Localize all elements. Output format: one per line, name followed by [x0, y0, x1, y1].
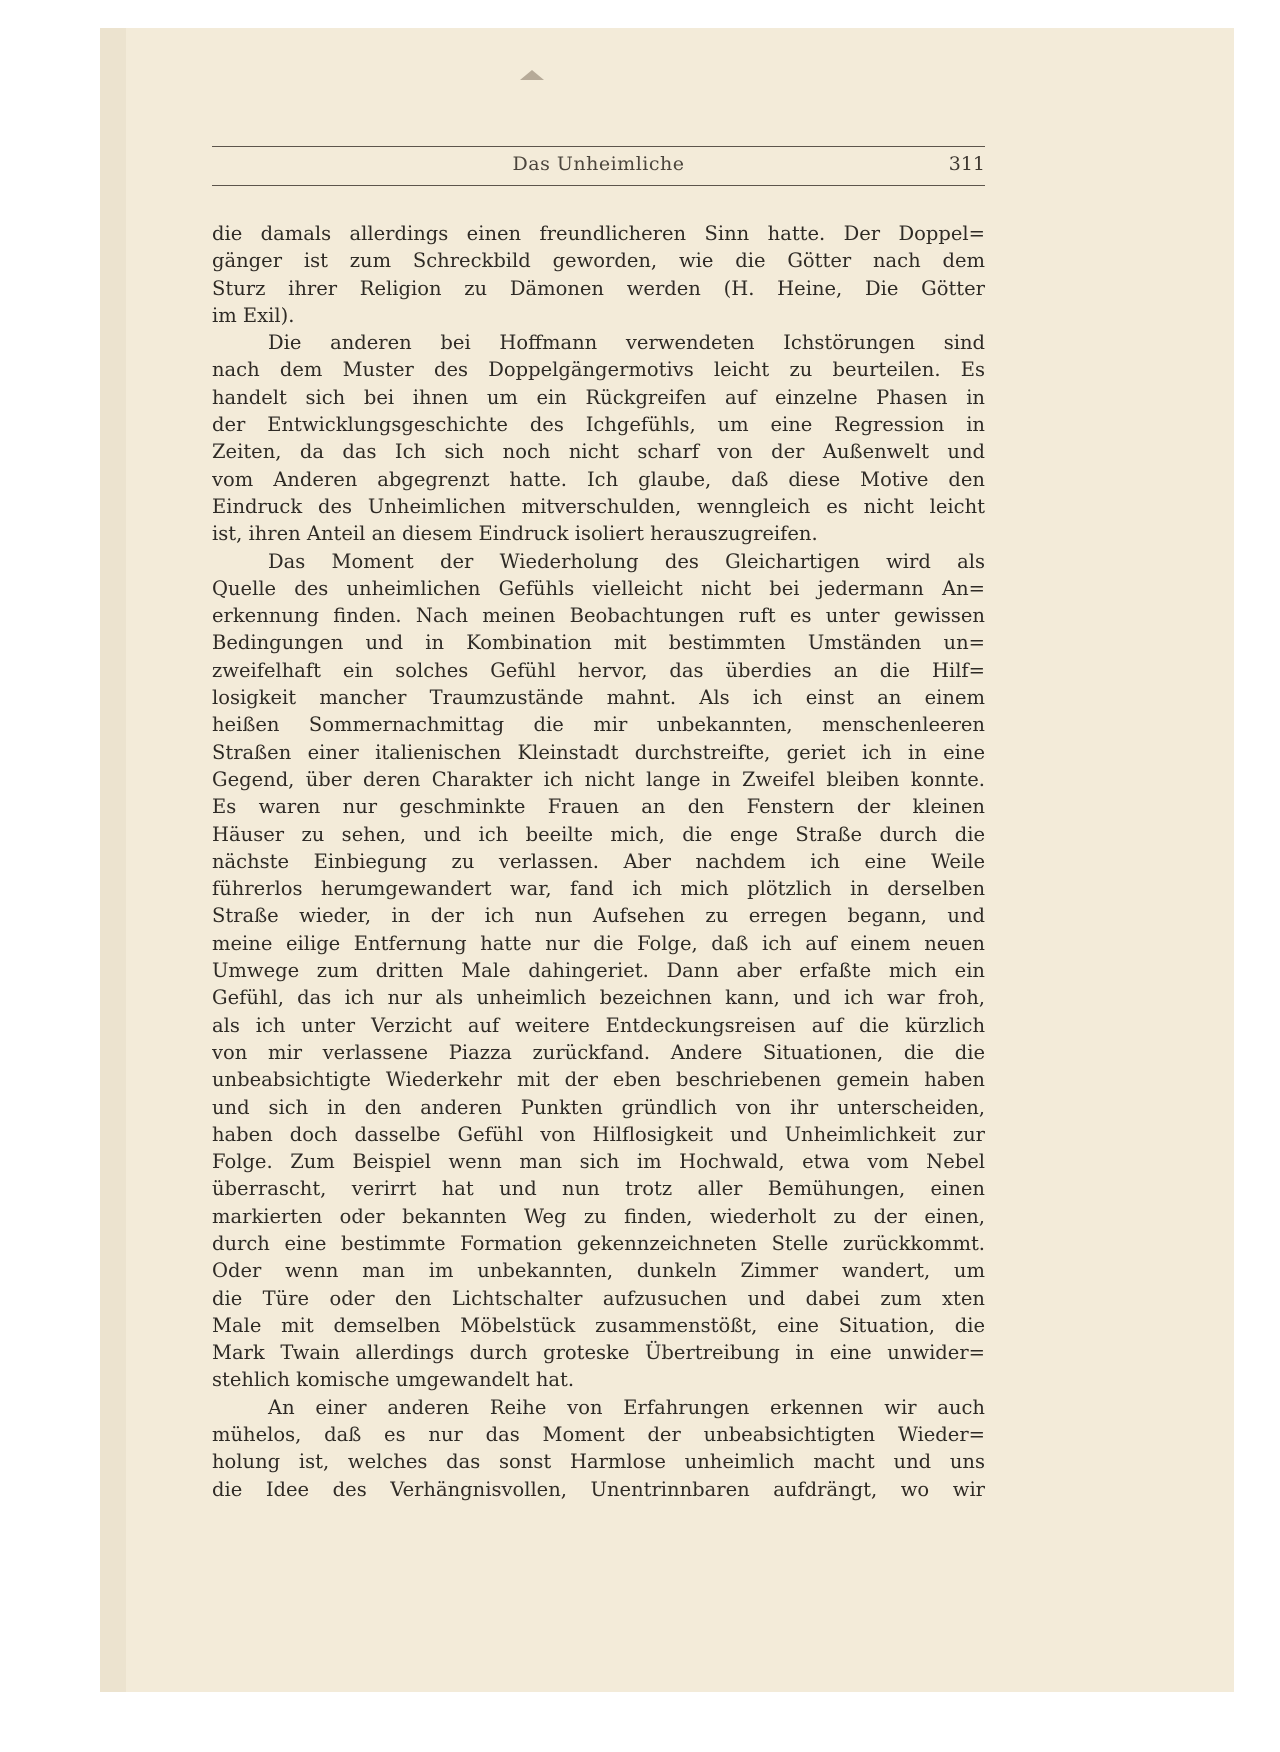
text-line: handelt sich bei ihnen um ein Rückgreifen auf einzelne Phasen in: [212, 385, 985, 409]
text-line: Quelle des unheimlichen Gefühls vielleicht nicht bei jedermann An=: [212, 576, 985, 600]
text-line: die damals allerdings einen freundlicheren Sinn hatte. Der Doppel=: [212, 222, 985, 245]
body-text: [212, 220, 985, 1503]
text-line: Folge. Zum Beispiel wenn man sich im Hochwald, etwa vom Nebel: [212, 1150, 985, 1174]
text-line: heißen Sommernachmittag die mir unbekannten, menschenleeren: [212, 713, 985, 737]
text-line: Gefühl, das ich nur als unheimlich bezeichnen kann, und ich war froh,: [212, 986, 985, 1010]
text-line: Mark Twain allerdings durch groteske Übertreibung in eine unwider=: [212, 1341, 985, 1365]
text-line: führerlos herumgewandert war, fand ich mich plötzlich in derselben: [212, 877, 985, 901]
text-line: Eindruck des Unheimlichen mitverschulden, wenngleich es nicht leicht: [212, 494, 985, 518]
text-line: zweifelhaft ein solches Gefühl hervor, das überdies an die Hilf=: [212, 658, 985, 682]
text-line: Bedingungen und in Kombination mit bestimmten Umständen un=: [212, 631, 985, 655]
text-line: überrascht, verirrt hat und nun trotz aller Bemühungen, einen: [212, 1177, 985, 1201]
header-rule-top: [212, 146, 985, 147]
text-line: als ich unter Verzicht auf weitere Entdeckungsreisen auf die kürzlich: [212, 1013, 985, 1037]
ornament-mark: [520, 70, 544, 80]
text-line: die Türe oder den Lichtschalter aufzusuchen und dabei zum xten: [212, 1286, 985, 1310]
text-line: nach dem Muster des Doppelgängermotivs leicht zu beurteilen. Es: [212, 358, 985, 382]
text-line: holung ist, welches das sonst Harmlose unheimlich macht und uns: [212, 1450, 985, 1474]
page-number: 311: [948, 153, 985, 175]
text-line: Zeiten, da das Ich sich noch nicht scharf von der Außenwelt und: [212, 440, 985, 464]
text-line: losigkeit mancher Traumzustände mahnt. Als ich einst an einem: [212, 686, 985, 710]
text-line: gänger ist zum Schreckbild geworden, wie die Götter nach dem: [212, 249, 985, 273]
text-line: Straßen einer italienischen Kleinstadt durchstreifte, geriet ich in eine: [212, 740, 985, 764]
text-line: markierten oder bekannten Weg zu finden, wiederholt zu der einen,: [212, 1204, 985, 1228]
text-line: An einer anderen Reihe von Erfahrungen erkennen wir auch: [268, 1395, 985, 1419]
text-line: haben doch dasselbe Gefühl von Hilflosigkeit und Unheimlichkeit zur: [212, 1122, 985, 1146]
text-line: im Exil).: [212, 303, 295, 327]
text-line: erkennung finden. Nach meinen Beobachtungen ruft es unter gewissen: [212, 604, 985, 628]
text-line: stehlich komische umgewandelt hat.: [212, 1368, 575, 1392]
text-line: Gegend, über deren Charakter ich nicht lange in Zweifel bleiben konnte.: [212, 767, 985, 791]
text-line: Umwege zum dritten Male dahingeriet. Dann aber erfaßte mich ein: [212, 959, 985, 983]
text-line: Häuser zu sehen, und ich beeilte mich, die enge Straße durch die: [212, 822, 985, 846]
text-line: durch eine bestimmte Formation gekennzeichneten Stelle zurückkommt.: [212, 1231, 985, 1255]
text-line: Die anderen bei Hoffmann verwendeten Ichstörungen sind: [268, 331, 985, 355]
text-line: Das Moment der Wiederholung des Gleichartigen wird als: [268, 549, 985, 573]
page-gutter-shadow: [100, 28, 126, 1692]
text-line: der Entwicklungsgeschichte des Ichgefühls, um eine Regression in: [212, 413, 985, 437]
text-line: ist, ihren Anteil an diesem Eindruck isoliert herauszugreifen.: [212, 522, 818, 546]
text-line: von mir verlassene Piazza zurückfand. Andere Situationen, die die: [212, 1040, 985, 1064]
text-line: nächste Einbiegung zu verlassen. Aber nachdem ich eine Weile: [212, 849, 985, 873]
text-line: Straße wieder, in der ich nun Aufsehen zu erregen begann, und: [212, 904, 985, 928]
text-line: Male mit demselben Möbelstück zusammenstößt, eine Situation, die: [212, 1313, 985, 1337]
text-line: vom Anderen abgegrenzt hatte. Ich glaube, daß diese Motive den: [212, 467, 985, 491]
text-line: Oder wenn man im unbekannten, dunkeln Zimmer wandert, um: [212, 1259, 985, 1283]
text-line: mühelos, daß es nur das Moment der unbeabsichtigten Wieder=: [212, 1423, 985, 1447]
header-rule-bottom: [212, 185, 985, 186]
text-line: meine eilige Entfernung hatte nur die Folge, daß ich auf einem neuen: [212, 931, 985, 955]
text-line: unbeabsichtigte Wiederkehr mit der eben beschriebenen gemein haben: [212, 1068, 985, 1092]
text-line: die Idee des Verhängnisvollen, Unentrinnbaren aufdrängt, wo wir: [212, 1477, 985, 1501]
text-line: Es waren nur geschminkte Frauen an den Fenstern der kleinen: [212, 795, 985, 819]
running-title: Das Unheimliche: [512, 153, 685, 175]
text-line: und sich in den anderen Punkten gründlich von ihr unterscheiden,: [212, 1095, 985, 1119]
text-line: Sturz ihrer Religion zu Dämonen werden (H. Heine, Die Götter: [212, 276, 985, 300]
